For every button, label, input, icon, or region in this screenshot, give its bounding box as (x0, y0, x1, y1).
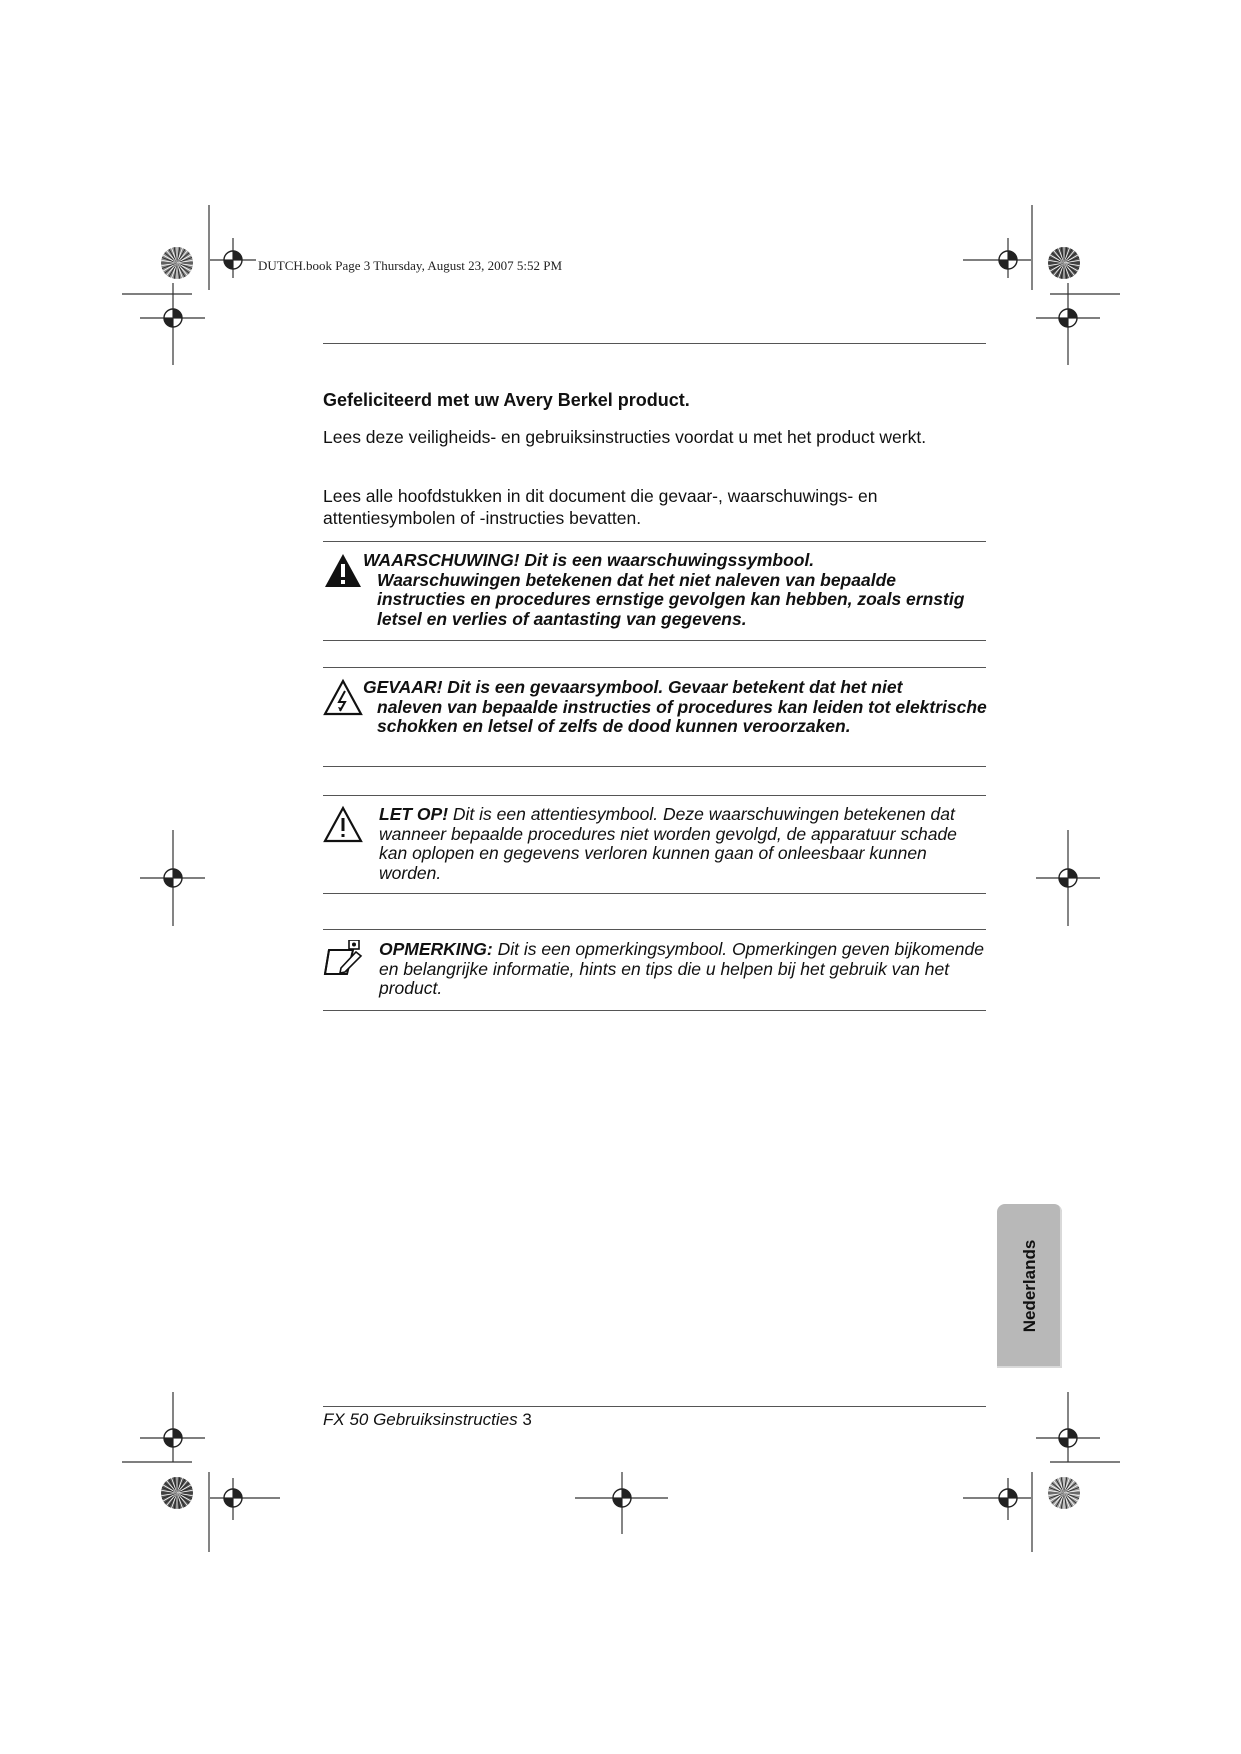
warning-notice (323, 551, 988, 641)
note-pencil-icon (323, 940, 363, 980)
sunburst-mark (1048, 247, 1080, 279)
footer-rule (323, 1406, 986, 1407)
divider (323, 1010, 986, 1011)
sunburst-mark (161, 247, 193, 279)
caution-body: Dit is een attentiesymbool. Deze waarschuwingen betekenen dat wanneer bepaalde procedures niet worden gevolgd, de apparatuur schade kan oplopen en gegevens verloren kunnen gaan of onleesbaar kunnen worden. (379, 804, 957, 883)
language-tab-label: Nederlands (1019, 1239, 1039, 1333)
caution-outline-triangle-icon (323, 805, 363, 845)
caution-lead: LET OP! (379, 804, 449, 824)
header-rule (323, 343, 986, 344)
divider (323, 667, 986, 668)
print-slug: DUTCH.book Page 3 Thursday, August 23, 2007 5:52 PM (258, 258, 563, 273)
warning-filled-triangle-icon (323, 551, 363, 591)
sunburst-mark (1048, 1477, 1080, 1509)
language-tab (997, 1204, 1062, 1368)
note-lead: OPMERKING: (379, 939, 493, 959)
page-title: Gefeliciteerd met uw Avery Berkel product. (323, 390, 690, 410)
divider (323, 929, 986, 930)
electric-hazard-triangle-icon (323, 678, 363, 718)
note-body: Dit is een opmerkingsymbool. Opmerkingen geven bijkomende en belangrijke informatie, hints en tips die u helpen bij het gebruik van het product. (379, 939, 984, 998)
divider (323, 766, 986, 767)
caution-notice (323, 805, 988, 895)
intro-paragraph-2: Lees alle hoofdstukken in dit document die gevaar-, waarschuwings- en attentiesymbolen of -instructies bevatten. (323, 486, 878, 528)
divider (323, 640, 986, 641)
note-notice (323, 940, 988, 1010)
sunburst-mark (161, 1477, 193, 1509)
page-footer (323, 1410, 532, 1430)
warning-body: Waarschuwingen betekenen dat het niet naleven van bepaalde instructies en procedures ernstige gevolgen kan hebben, zoals ernstig letsel en verlies of aantasting van gegevens. (377, 569, 965, 629)
intro-paragraph-1: Lees deze veiligheids- en gebruiksinstructies voordat u met het product werkt. (323, 427, 927, 447)
danger-lead: GEVAAR! Dit is een gevaarsymbool. Gevaar betekent dat het niet (363, 677, 903, 697)
warning-lead: WAARSCHUWING! Dit is een waarschuwingssymbool. (363, 550, 815, 570)
footer-title: FX 50 Gebruiksinstructies (323, 1410, 518, 1429)
divider (323, 795, 986, 796)
danger-notice (323, 678, 988, 768)
divider (323, 541, 986, 542)
divider (323, 893, 986, 894)
danger-body: naleven van bepaalde instructies of procedures kan leiden tot elektrische schokken en letsel of zelfs de dood kunnen veroorzaken. (377, 696, 987, 736)
page-number: 3 (522, 1410, 532, 1429)
